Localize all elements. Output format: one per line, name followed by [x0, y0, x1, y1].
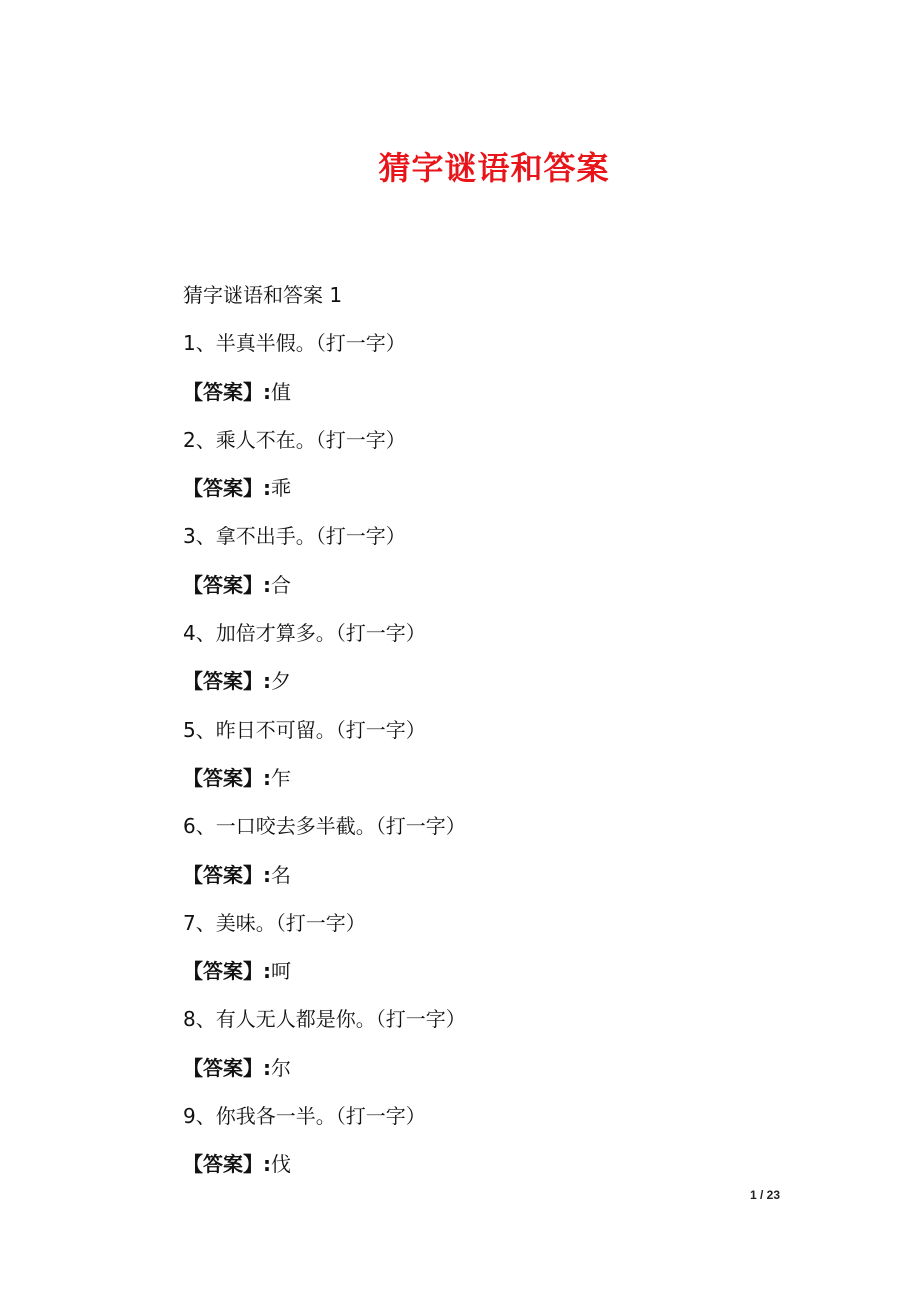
answer-value: 夕 [271, 669, 291, 694]
answer-value: 尔 [271, 1055, 291, 1080]
answer-value: 合 [271, 572, 291, 597]
answer-value: 名 [271, 862, 291, 887]
riddle-answer [183, 565, 803, 613]
answer-value: 值 [271, 379, 291, 404]
riddle-question: 5、昨日不可留。（打一字） [183, 717, 426, 742]
answer-value: 伐 [271, 1152, 291, 1177]
riddle-question: 2、乘人不在。（打一字） [183, 427, 406, 452]
riddle-question: 8、有人无人都是你。（打一字） [183, 1007, 466, 1032]
answer-label: 【答案】: [183, 379, 271, 404]
riddle-question: 4、加倍才算多。（打一字） [183, 621, 426, 646]
riddle-answer [183, 758, 803, 806]
riddle-question: 6、一口咬去多半截。（打一字） [183, 814, 466, 839]
riddle-answer [183, 468, 803, 516]
answer-label: 【答案】: [183, 765, 271, 790]
answer-label: 【答案】: [183, 959, 271, 984]
answer-label: 【答案】: [183, 1152, 271, 1177]
answer-label: 【答案】: [183, 572, 271, 597]
answer-label: 【答案】: [183, 1055, 271, 1080]
answer-value: 呵 [271, 959, 291, 984]
riddle-answer [183, 661, 803, 709]
document-title: 猜字谜语和答案 [378, 149, 610, 187]
answer-label: 【答案】: [183, 862, 271, 887]
riddle-answer [183, 951, 803, 999]
riddle-answer [183, 1048, 803, 1096]
riddle-answer [183, 372, 803, 420]
document-body [183, 275, 803, 1193]
riddle-question: 9、你我各一半。（打一字） [183, 1104, 426, 1129]
riddle-question: 1、半真半假。（打一字） [183, 331, 406, 356]
page-number: 1 / 23 [749, 1188, 781, 1202]
answer-value: 乖 [271, 476, 291, 501]
riddle-answer [183, 855, 803, 903]
riddle-question: 3、拿不出手。（打一字） [183, 524, 406, 549]
section-heading: 猜字谜语和答案 1 [183, 283, 343, 307]
riddle-answer [183, 1144, 803, 1192]
answer-value: 乍 [271, 765, 291, 790]
answer-label: 【答案】: [183, 669, 271, 694]
riddle-question: 7、美味。（打一字） [183, 910, 366, 935]
answer-label: 【答案】: [183, 476, 271, 501]
